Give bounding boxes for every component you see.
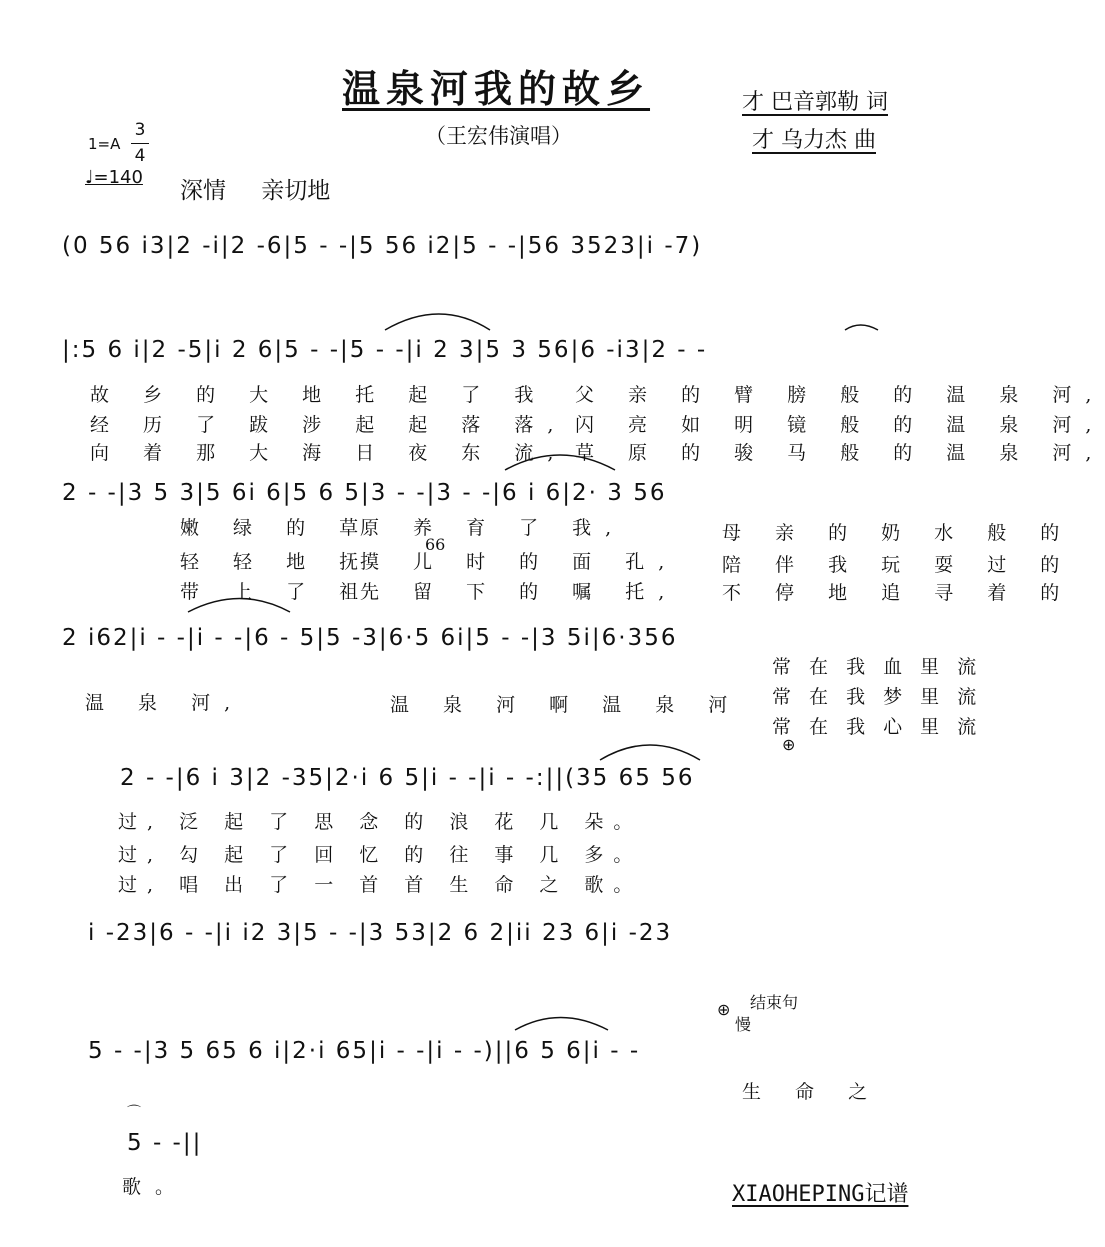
lyric-line-2-2a: 经 历 了 跋 涉 起 起 落 落, bbox=[90, 414, 568, 436]
lyric-line-8: 歌。 bbox=[122, 1176, 189, 1198]
lyric-side-2: 常 在 我 梦 里 流 bbox=[772, 686, 983, 708]
score-title: 温泉河我的故乡 bbox=[342, 66, 651, 111]
performer-note: （王宏伟演唱） bbox=[425, 124, 572, 148]
lyric-line-3-3a: 带 上 了 祖 bbox=[180, 581, 373, 603]
lyric-line-3-1b: 原 养 育 了 我, bbox=[360, 517, 626, 539]
lyric-side-3: 常 在 我 心 里 流 bbox=[772, 716, 983, 738]
notation-line-4: 2 i62|i - -|i - -|6 - 5|5 -3|6·5 6i|5 - -|3 5i|6·356 bbox=[62, 625, 678, 651]
expression-mark: 深情 亲切地 bbox=[180, 178, 331, 204]
slow-mark: 慢 bbox=[735, 1015, 752, 1034]
key-signature: 1=A bbox=[88, 135, 121, 153]
lyric-line-5-3: 过, 唱 出 了 一 首 首 生 命 之 歌。 bbox=[118, 874, 643, 896]
lyric-line-2-2b: 闪 亮 如 明 镜 般 的 温 泉 河, bbox=[575, 414, 1105, 436]
lyric-line-4-b: 温 泉 河 啊 温 泉 河 bbox=[390, 694, 742, 716]
notation-line-5: 2 - -|6 i 3|2 -35|2·i 6 5|i - -|i - -:||(35 65 56 bbox=[120, 765, 695, 791]
lyric-line-3-1a: 嫩 绿 的 草 bbox=[180, 517, 373, 539]
notation-line-6: i -23|6 - -|i i2 3|5 - -|3 53|2 6 2|ii 23 6|i -23 bbox=[88, 920, 673, 946]
notation-line-2: |:5 6 i|2 -5|i 2 6|5 - -|5 - -|i 2 3|5 3 56|6 -i3|2 - - bbox=[62, 337, 708, 363]
lyric-line-3-2b: 摸 儿 时 的 面 孔, bbox=[360, 551, 679, 573]
coda-label: 结束句 bbox=[750, 993, 799, 1012]
lyric-line-3-3c: 不 停 地 追 寻 着 的 bbox=[722, 582, 1074, 604]
lyric-line-5-1: 过, 泛 起 了 思 念 的 浪 花 几 朵。 bbox=[118, 811, 643, 833]
lyric-line-2-1a: 故 乡 的 大 地 托 起 了 我 bbox=[90, 384, 548, 406]
lyric-line-3-2a: 轻 轻 地 抚 bbox=[180, 551, 373, 573]
lyric-line-4-a: 温 泉 河, bbox=[85, 692, 245, 714]
time-signature-denominator: 4 bbox=[134, 146, 146, 166]
transcriber-credit: XIAOHEPING记谱 bbox=[732, 1182, 909, 1207]
lyric-line-3-3b: 先 留 下 的 嘱 托, bbox=[360, 581, 679, 603]
notation-line-8: 5 - -|| bbox=[127, 1130, 203, 1156]
time-signature-numerator: 3 bbox=[134, 120, 146, 140]
lyric-line-2-3a: 向 着 那 大 海 日 夜 东 流, bbox=[90, 442, 568, 464]
lyric-line-3-2c: 陪 伴 我 玩 耍 过 的 bbox=[722, 554, 1074, 576]
coda-icon: ⊕ bbox=[717, 1000, 731, 1019]
lyric-line-2-1b: 父 亲 的 臂 膀 般 的 温 泉 河, bbox=[575, 384, 1105, 406]
fermata-icon: ⌒ bbox=[127, 1105, 141, 1121]
notation-line-1: (0 56 i3|2 -i|2 -6|5 - -|5 56 i2|5 - -|56 3523|i -7) bbox=[62, 233, 703, 259]
lyric-side-1: 常 在 我 血 里 流 bbox=[772, 656, 983, 678]
lyricist-credit: 才 巴音郭勒 词 bbox=[742, 90, 888, 115]
lyric-line-7: 生 命 之 bbox=[742, 1081, 882, 1103]
lyric-line-2-3b: 草 原 的 骏 马 般 的 温 泉 河, bbox=[575, 442, 1105, 464]
grace-notes-66: 66 bbox=[425, 535, 446, 554]
tempo-mark: ♩=140 bbox=[85, 167, 143, 188]
coda-sign-icon: ⊕ bbox=[782, 735, 796, 754]
notation-line-7: 5 - -|3 5 65 6 i|2·i 65|i - -|i - -)||6 5 6|i - - bbox=[88, 1038, 641, 1064]
notation-line-3: 2 - -|3 5 3|5 6i 6|5 6 5|3 - -|3 - -|6 i 6|2· 3 56 bbox=[62, 480, 667, 506]
lyric-line-3-1c: 母 亲 的 奶 水 般 的 bbox=[722, 522, 1074, 544]
composer-credit: 才 乌力杰 曲 bbox=[752, 128, 876, 153]
lyric-line-5-2: 过, 勾 起 了 回 忆 的 往 事 几 多。 bbox=[118, 844, 643, 866]
